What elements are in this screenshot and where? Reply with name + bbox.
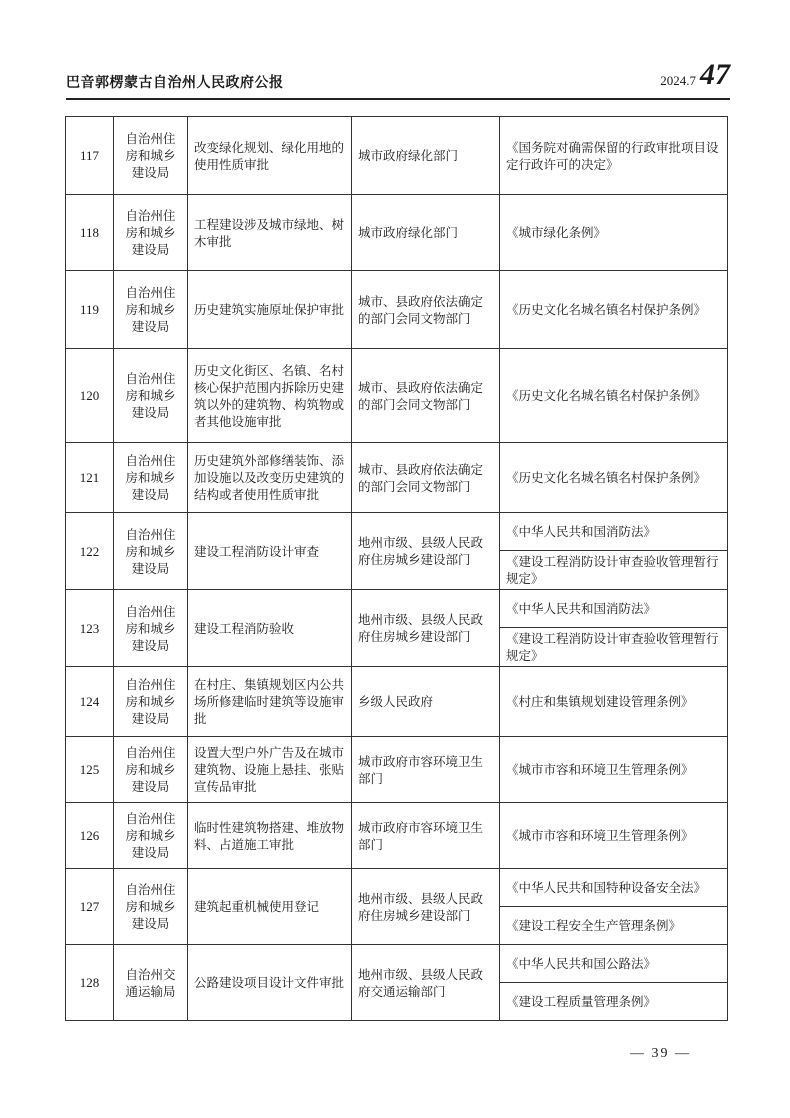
table-row bbox=[66, 195, 728, 271]
row-number: 119 bbox=[66, 271, 114, 349]
approval-item-cell: 在村庄、集镇规划区内公共场所修建临时建筑等设施审批 bbox=[188, 667, 352, 737]
department-cell: 自治州住房和城乡建设局 bbox=[114, 737, 188, 803]
legal-basis-cell: 《历史文化名城名镇名村保护条例》 bbox=[500, 443, 728, 513]
row-number: 127 bbox=[66, 869, 114, 945]
page-number: — 39 — bbox=[630, 1046, 691, 1061]
approval-item-cell: 改变绿化规划、绿化用地的使用性质审批 bbox=[188, 117, 352, 195]
implementing-org-cell: 城市政府绿化部门 bbox=[352, 195, 500, 271]
row-number: 117 bbox=[66, 117, 114, 195]
implementing-org-cell: 地州市级、县级人民政府交通运输部门 bbox=[352, 945, 500, 1021]
approval-item-cell: 临时性建筑物搭建、堆放物料、占道施工审批 bbox=[188, 803, 352, 869]
table-row bbox=[66, 271, 728, 349]
department-cell: 自治州住房和城乡建设局 bbox=[114, 443, 188, 513]
approval-item-cell: 公路建设项目设计文件审批 bbox=[188, 945, 352, 1021]
legal-basis-cell: 《城市市容和环境卫生管理条例》 bbox=[500, 737, 728, 803]
table-body bbox=[66, 117, 728, 1021]
table-row bbox=[66, 117, 728, 195]
gazette-title: 巴音郭楞蒙古自治州人民政府公报 bbox=[66, 75, 284, 91]
table-row bbox=[66, 513, 728, 551]
issue-date: 2024.7 bbox=[660, 73, 696, 88]
legal-basis-cell: 《城市市容和环境卫生管理条例》 bbox=[500, 803, 728, 869]
department-cell: 自治州住房和城乡建设局 bbox=[114, 667, 188, 737]
legal-basis-cell: 《国务院对确需保留的行政审批项目设定行政许可的决定》 bbox=[500, 117, 728, 195]
department-cell: 自治州住房和城乡建设局 bbox=[114, 869, 188, 945]
department-cell: 自治州交通运输局 bbox=[114, 945, 188, 1021]
department-cell: 自治州住房和城乡建设局 bbox=[114, 117, 188, 195]
department-cell: 自治州住房和城乡建设局 bbox=[114, 590, 188, 667]
implementing-org-cell: 城市政府市容环境卫生部门 bbox=[352, 737, 500, 803]
implementing-org-cell: 地州市级、县级人民政府住房城乡建设部门 bbox=[352, 869, 500, 945]
table-row bbox=[66, 349, 728, 443]
row-number: 123 bbox=[66, 590, 114, 667]
approval-item-cell: 建设工程消防验收 bbox=[188, 590, 352, 667]
approval-items-table bbox=[65, 116, 728, 1021]
legal-basis-cell: 《中华人民共和国特种设备安全法》 bbox=[500, 869, 728, 907]
row-number: 128 bbox=[66, 945, 114, 1021]
implementing-org-cell: 城市政府绿化部门 bbox=[352, 117, 500, 195]
legal-basis-cell: 《历史文化名城名镇名村保护条例》 bbox=[500, 271, 728, 349]
department-cell: 自治州住房和城乡建设局 bbox=[114, 803, 188, 869]
table-row bbox=[66, 803, 728, 869]
row-number: 121 bbox=[66, 443, 114, 513]
legal-basis-cell: 《村庄和集镇规划建设管理条例》 bbox=[500, 667, 728, 737]
legal-basis-cell: 《城市绿化条例》 bbox=[500, 195, 728, 271]
approval-item-cell: 历史建筑外部修缮装饰、添加设施以及改变历史建筑的结构或者使用性质审批 bbox=[188, 443, 352, 513]
department-cell: 自治州住房和城乡建设局 bbox=[114, 271, 188, 349]
implementing-org-cell: 地州市级、县级人民政府住房城乡建设部门 bbox=[352, 513, 500, 590]
legal-basis-cell: 《中华人民共和国公路法》 bbox=[500, 945, 728, 983]
legal-basis-cell: 《建设工程消防设计审查验收管理暂行规定》 bbox=[500, 628, 728, 667]
legal-basis-cell: 《中华人民共和国消防法》 bbox=[500, 590, 728, 628]
approval-item-cell: 建设工程消防设计审查 bbox=[188, 513, 352, 590]
header-rule bbox=[66, 98, 730, 100]
row-number: 120 bbox=[66, 349, 114, 443]
approval-item-cell: 历史文化街区、名镇、名村核心保护范围内拆除历史建筑以外的建筑物、构筑物或者其他设施审批 bbox=[188, 349, 352, 443]
table-row bbox=[66, 667, 728, 737]
row-number: 126 bbox=[66, 803, 114, 869]
department-cell: 自治州住房和城乡建设局 bbox=[114, 195, 188, 271]
implementing-org-cell: 地州市级、县级人民政府住房城乡建设部门 bbox=[352, 590, 500, 667]
table-row bbox=[66, 590, 728, 628]
table-row bbox=[66, 945, 728, 983]
implementing-org-cell: 城市、县政府依法确定的部门会同文物部门 bbox=[352, 349, 500, 443]
department-cell: 自治州住房和城乡建设局 bbox=[114, 513, 188, 590]
table-row bbox=[66, 737, 728, 803]
legal-basis-cell: 《中华人民共和国消防法》 bbox=[500, 513, 728, 551]
legal-basis-cell: 《建设工程消防设计审查验收管理暂行规定》 bbox=[500, 551, 728, 590]
issue-number: 47 bbox=[700, 58, 730, 91]
implementing-org-cell: 乡级人民政府 bbox=[352, 667, 500, 737]
approval-item-cell: 建筑起重机械使用登记 bbox=[188, 869, 352, 945]
table-row bbox=[66, 443, 728, 513]
implementing-org-cell: 城市政府市容环境卫生部门 bbox=[352, 803, 500, 869]
approval-item-cell: 历史建筑实施原址保护审批 bbox=[188, 271, 352, 349]
legal-basis-cell: 《历史文化名城名镇名村保护条例》 bbox=[500, 349, 728, 443]
row-number: 125 bbox=[66, 737, 114, 803]
implementing-org-cell: 城市、县政府依法确定的部门会同文物部门 bbox=[352, 443, 500, 513]
legal-basis-cell: 《建设工程质量管理条例》 bbox=[500, 983, 728, 1021]
table-row bbox=[66, 869, 728, 907]
implementing-org-cell: 城市、县政府依法确定的部门会同文物部门 bbox=[352, 271, 500, 349]
page-header bbox=[66, 58, 730, 98]
row-number: 122 bbox=[66, 513, 114, 590]
legal-basis-cell: 《建设工程安全生产管理条例》 bbox=[500, 907, 728, 945]
department-cell: 自治州住房和城乡建设局 bbox=[114, 349, 188, 443]
row-number: 124 bbox=[66, 667, 114, 737]
approval-item-cell: 设置大型户外广告及在城市建筑物、设施上悬挂、张贴宣传品审批 bbox=[188, 737, 352, 803]
approval-item-cell: 工程建设涉及城市绿地、树木审批 bbox=[188, 195, 352, 271]
row-number: 118 bbox=[66, 195, 114, 271]
